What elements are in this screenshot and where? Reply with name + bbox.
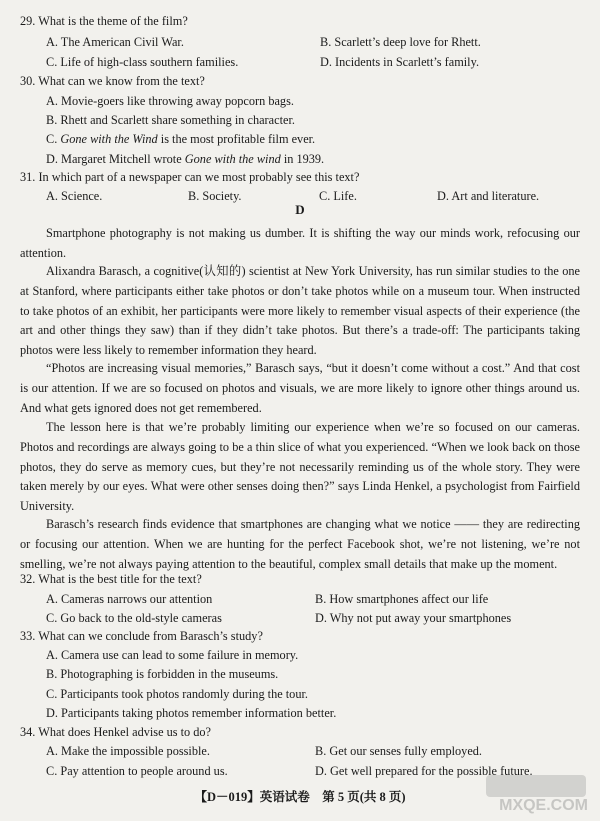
q30-option-d: [46, 152, 324, 167]
passage-paragraph-3: “Photos are increasing visual memories,” Barasch says, “but it doesn’t come without a cost.” And that cost is our attention. If we are so focused on photos and visuals, we are more likely to ignore other things around us. And what gets ignored does not get remembered.: [20, 361, 580, 415]
q33-option-d: D. Participants taking photos remember information better.: [46, 706, 337, 720]
watermark-badge-icon: [486, 775, 586, 797]
q34-option-c: C. Pay attention to people around us.: [46, 764, 228, 778]
q32-option-a: A. Cameras narrows our attention: [46, 592, 213, 606]
q33-option-a: A. Camera use can lead to some failure in memory.: [46, 648, 299, 662]
q31-option-b: B. Society.: [188, 189, 242, 203]
q30-option-c: [46, 132, 315, 147]
q29-option-a: A. The American Civil War.: [46, 35, 184, 49]
q30-option-b: B. Rhett and Scarlett share something in character.: [46, 113, 295, 127]
passage-paragraph-1: Smartphone photography is not making us dumber. It is shifting the way our minds work, refocusing our attention.: [20, 226, 580, 260]
watermark-text: MXQE.COM: [499, 797, 588, 814]
page-footer: 【D－019】英语试卷 第 5 页(共 8 页): [194, 790, 406, 804]
q30-option-a: A. Movie-goers like throwing away popcorn bags.: [46, 94, 294, 108]
question-32-stem: 32. What is the best title for the text?: [20, 572, 202, 586]
q30-d-suffix: in 1939.: [280, 152, 325, 166]
q32-option-d: D. Why not put away your smartphones: [315, 611, 512, 625]
watermark-logo: [482, 773, 592, 817]
q30-d-title: Gone with the wind: [184, 152, 281, 166]
q29-option-d: D. Incidents in Scarlett’s family.: [320, 55, 480, 69]
q29-option-b: B. Scarlett’s deep love for Rhett.: [320, 35, 481, 49]
passage-paragraph-5: Barasch’s research finds evidence that smartphones are changing what we notice —— they are redirecting or focusing our attention. When we are hunting for the perfect Facebook shot, we’re not listening, we’re not smelling, we’re not always paying attention to the beautiful, complex small details that make up the moment.: [20, 517, 580, 571]
q30-c-prefix: C.: [46, 132, 61, 146]
passage-paragraph-2: Alixandra Barasch, a cognitive(认知的) scientist at New York University, has run similar studies to the one at Stanford, where participants either take photos or don’t take photos while on a museum tour. When instructed to take photos of an exhibit, her participants were more likely to remember visual aspects of their experience (the art and other things they saw) than if they didn’t take photos. But there’s a trade-off: The participants taking photos were less likely to remember information they heard.: [20, 264, 580, 358]
q31-option-d: D. Art and literature.: [437, 189, 540, 203]
question-30-stem: 30. What can we know from the text?: [20, 74, 205, 88]
q33-option-c: C. Participants took photos randomly during the tour.: [46, 687, 308, 701]
q34-option-a: A. Make the impossible possible.: [46, 744, 210, 758]
section-title: D: [295, 202, 305, 217]
q32-option-c: C. Go back to the old-style cameras: [46, 611, 222, 625]
q30-d-prefix: D. Margaret Mitchell wrote: [46, 152, 185, 166]
question-29-stem: 29. What is the theme of the film?: [20, 14, 188, 28]
q30-c-suffix: is the most profitable film ever.: [157, 132, 316, 146]
q30-c-title: Gone with the Wind: [60, 132, 158, 146]
q31-option-c: C. Life.: [319, 189, 357, 203]
q34-option-b: B. Get our senses fully employed.: [315, 744, 483, 758]
q31-option-a: A. Science.: [46, 189, 103, 203]
question-34-stem: 34. What does Henkel advise us to do?: [20, 725, 212, 739]
q29-option-c: C. Life of high-class southern families.: [46, 55, 239, 69]
q34-option-d: D. Get well prepared for the possible future.: [315, 764, 533, 778]
passage-paragraph-4: The lesson here is that we’re probably limiting our experience when we’re so focused on our cameras. Photos and recordings are always going to be a thin slice of what you experienced. “When we look back on those photos, they do serve as memory cues, but they’re not necessarily reminding us of the whole story. They were taken merely by our eyes. What were other senses doing then?” says Linda Henkel, a psychologist from Fairfield University.: [20, 420, 580, 514]
question-33-stem: 33. What can we conclude from Barasch’s study?: [20, 629, 263, 643]
q33-option-b: B. Photographing is forbidden in the museums.: [46, 667, 279, 681]
q32-option-b: B. How smartphones affect our life: [315, 592, 489, 606]
question-31-stem: 31. In which part of a newspaper can we most probably see this text?: [20, 170, 360, 184]
